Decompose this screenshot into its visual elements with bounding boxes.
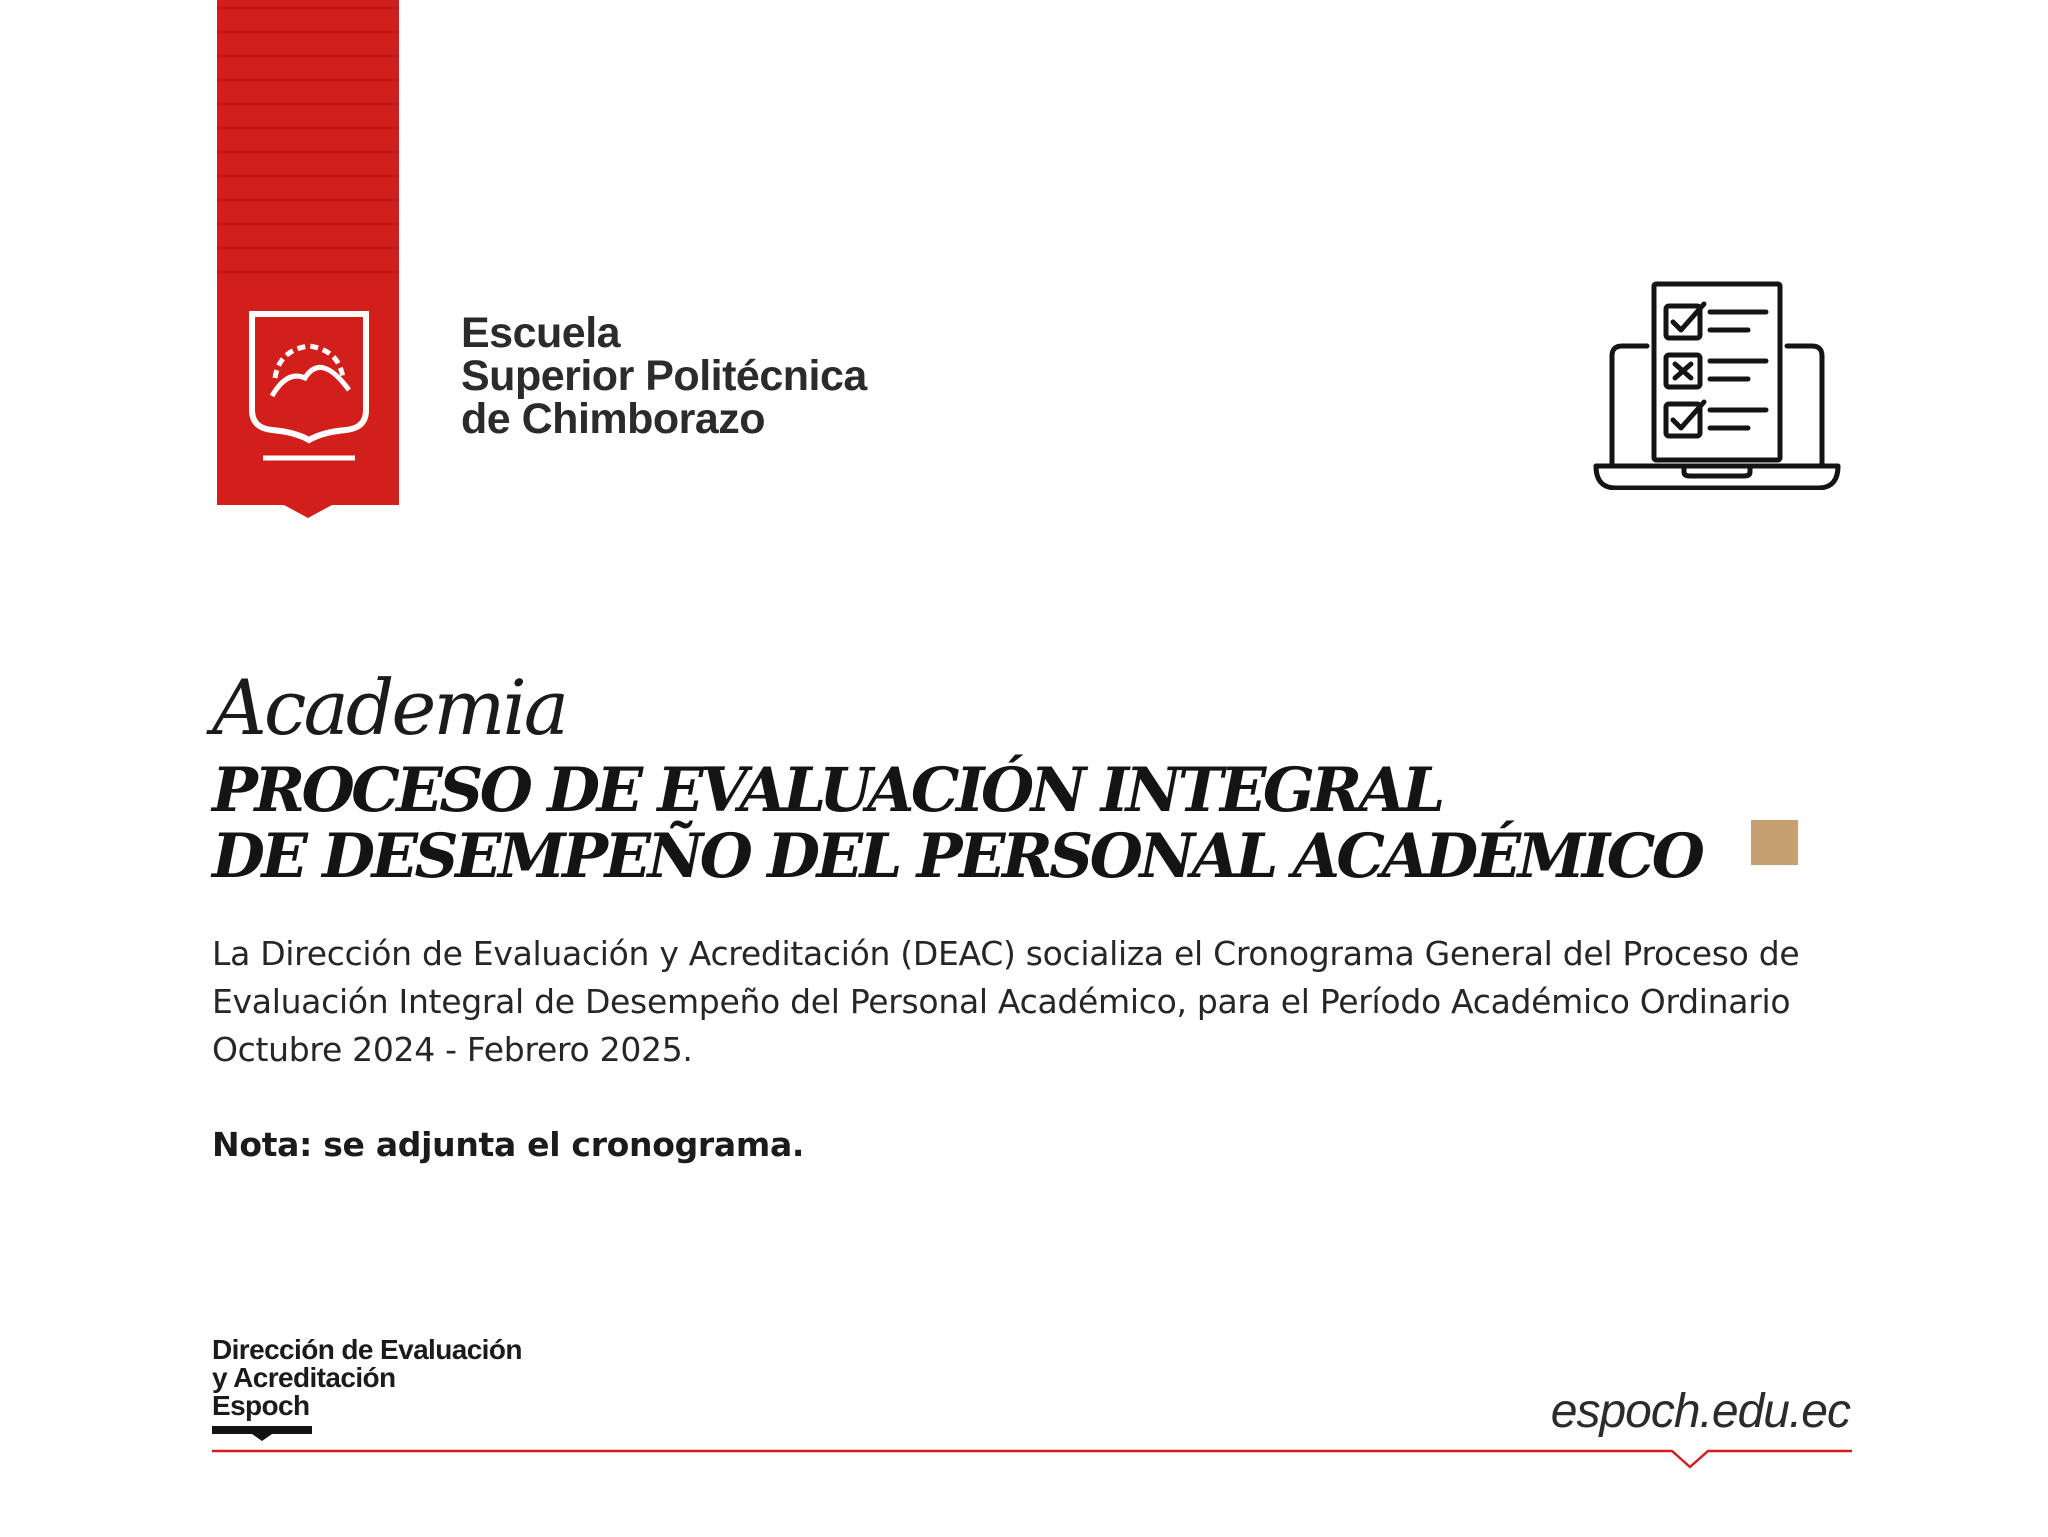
- institution-name: [461, 309, 867, 443]
- institution-line: Escuela: [461, 309, 621, 357]
- department-name: [212, 1336, 522, 1420]
- accent-square: [1751, 820, 1798, 865]
- department-line: y Acreditación: [212, 1362, 396, 1393]
- website-text: espoch.edu.ec: [1550, 1385, 1850, 1438]
- title-line: PROCESO DE EVALUACIÓN INTEGRAL: [212, 755, 1442, 826]
- brand-banner: [217, 0, 399, 518]
- title-line: DE DESEMPEÑO DEL PERSONAL ACADÉMICO: [212, 821, 1702, 892]
- footer-rule: [212, 1445, 1852, 1475]
- institution-line: de Chimborazo: [461, 395, 766, 443]
- laptop-checklist-icon: [1592, 278, 1842, 490]
- body-text: La Dirección de Evaluación y Acreditación (DEAC) socializa el Cronograma General del Proceso de Evaluación Integral de Desempeño del Personal Académico, para el Período Académico Ordinario Octubre 2024 - Febrero 2025.: [212, 934, 1800, 1069]
- note-text: Nota: se adjunta el cronograma.: [212, 1125, 805, 1164]
- institution-line: Superior Politécnica: [461, 352, 867, 400]
- department-underline-icon: [212, 1424, 312, 1444]
- department-line: Espoch: [212, 1390, 310, 1421]
- department-line: Dirección de Evaluación: [212, 1334, 522, 1365]
- section-kicker: Academia: [212, 663, 567, 752]
- page-title: [212, 755, 1912, 892]
